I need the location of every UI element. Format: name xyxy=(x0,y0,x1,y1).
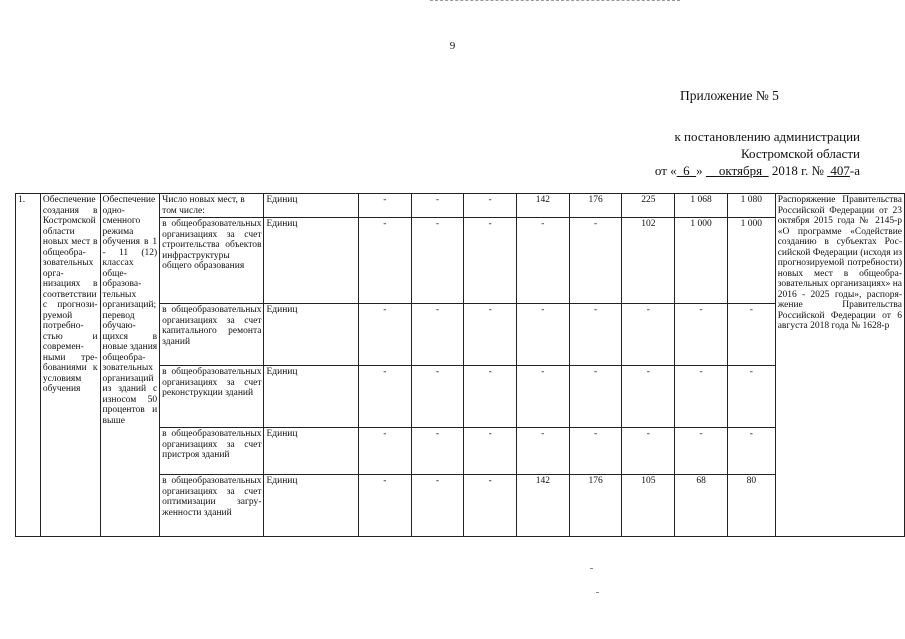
value-cell: - xyxy=(517,428,570,475)
unit-cell: Единиц xyxy=(264,194,359,218)
value-cell: - xyxy=(359,218,412,304)
date-day: 6 xyxy=(683,163,690,178)
unit-cell: Единиц xyxy=(264,304,359,366)
value-cell: - xyxy=(569,218,622,304)
decree-line-2: Костромской области xyxy=(740,146,860,161)
value-cell: - xyxy=(569,366,622,428)
value-cell: - xyxy=(464,304,517,366)
value-cell: - xyxy=(727,366,775,428)
goal-cell: Обеспечение односменного режима обучения в 1 - 11 (12) классах общеобразовательных организаций; перевод обучающихся в новые здания общеобразовательных организаций из зданий с износом 50 процентов и выше xyxy=(100,194,160,537)
indicator-cell: Число новых мест, в том числе: xyxy=(160,194,264,218)
top-edge-mark xyxy=(430,0,680,2)
unit-cell: Единиц xyxy=(264,428,359,475)
value-cell: - xyxy=(622,366,675,428)
date-prefix: от « xyxy=(654,163,677,178)
decree-suffix: -а xyxy=(849,163,860,178)
value-cell: 68 xyxy=(675,475,728,537)
decree-number: 407 xyxy=(830,163,850,178)
value-cell: - xyxy=(464,475,517,537)
value-cell: - xyxy=(359,194,412,218)
program-table xyxy=(15,193,905,537)
decree-reference xyxy=(560,128,860,179)
value-cell: 1 000 xyxy=(675,218,728,304)
decree-date xyxy=(560,162,860,179)
value-cell: - xyxy=(464,428,517,475)
legal-basis-cell: Распоряжение Правительства Российской Федерации от 23 октября 2015 года № 2145-р «О программе «Содействие созданию в субъектах Российской Федерации (исходя из прогнозируемой потребности) новых мест в общеобразовательных организациях» на 2016 - 2025 годы», распоряжение Правительства Российской Федерации от 6 августа 2018 года № 1628-р xyxy=(775,194,904,537)
value-cell: 102 xyxy=(622,218,675,304)
value-cell: - xyxy=(359,475,412,537)
value-cell: 1 068 xyxy=(675,194,728,218)
value-cell: - xyxy=(464,194,517,218)
indicator-cell: в общеобразовательных организациях за счет капитального ремонта зданий xyxy=(160,304,264,366)
task-cell: Обеспечение создания в Костромской области новых мест в общеобразовательных организациях в соответствии с прогнозируемой потребностью и современными требованиями к условиям обучения xyxy=(40,194,100,537)
value-cell: - xyxy=(411,428,464,475)
date-year: 2018 г. № xyxy=(771,163,824,178)
appendix-title: Приложение № 5 xyxy=(680,88,779,103)
value-cell: - xyxy=(622,428,675,475)
page-number: 9 xyxy=(449,40,456,52)
value-cell: 142 xyxy=(517,475,570,537)
value-cell: 1 080 xyxy=(727,194,775,218)
value-cell: - xyxy=(675,428,728,475)
value-cell: - xyxy=(411,194,464,218)
value-cell: 225 xyxy=(622,194,675,218)
value-cell: - xyxy=(569,428,622,475)
unit-cell: Единиц xyxy=(264,366,359,428)
value-cell: - xyxy=(727,428,775,475)
decree-line-1: к постановлению администрации xyxy=(674,129,860,144)
indicator-cell: в общеобразовательных организациях за счет строительства объектов инфраструктуры общего образования xyxy=(160,218,264,304)
table-row xyxy=(16,194,905,218)
value-cell: - xyxy=(411,218,464,304)
value-cell: - xyxy=(464,218,517,304)
unit-cell: Единиц xyxy=(264,475,359,537)
date-month: октября xyxy=(718,163,763,178)
value-cell: - xyxy=(569,304,622,366)
value-cell: - xyxy=(359,304,412,366)
value-cell: - xyxy=(622,304,675,366)
value-cell: - xyxy=(727,304,775,366)
value-cell: 176 xyxy=(569,475,622,537)
value-cell: - xyxy=(675,304,728,366)
indicator-cell: в общеобразовательных организациях за счет реконструкции зданий xyxy=(160,366,264,428)
value-cell: 105 xyxy=(622,475,675,537)
value-cell: 142 xyxy=(517,194,570,218)
value-cell: - xyxy=(359,366,412,428)
scan-speck xyxy=(590,568,593,569)
value-cell: - xyxy=(517,218,570,304)
value-cell: - xyxy=(411,366,464,428)
value-cell: - xyxy=(517,304,570,366)
value-cell: 1 000 xyxy=(727,218,775,304)
value-cell: - xyxy=(675,366,728,428)
date-mid: » xyxy=(696,163,703,178)
indicator-cell: в общеобразовательных организациях за счет пристроя зданий xyxy=(160,428,264,475)
value-cell: - xyxy=(517,366,570,428)
value-cell: - xyxy=(359,428,412,475)
value-cell: - xyxy=(411,475,464,537)
value-cell: 80 xyxy=(727,475,775,537)
value-cell: - xyxy=(464,366,517,428)
value-cell: - xyxy=(411,304,464,366)
row-number-cell: 1. xyxy=(16,194,41,537)
indicator-cell: в общеобразовательных организациях за счет оптимизации загруженности зданий xyxy=(160,475,264,537)
value-cell: 176 xyxy=(569,194,622,218)
scan-speck xyxy=(596,592,599,593)
unit-cell: Единиц xyxy=(264,218,359,304)
